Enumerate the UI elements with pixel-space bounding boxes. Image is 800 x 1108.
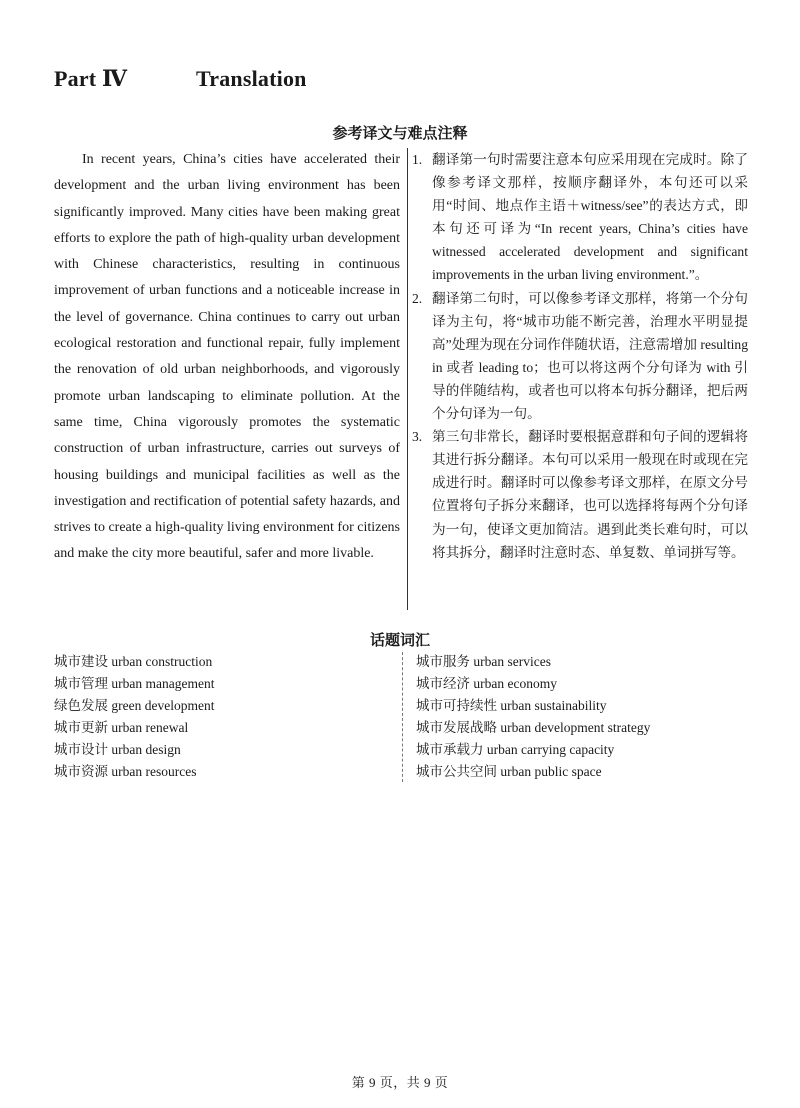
part-label: Part Ⅳ [54,66,128,91]
part-name: Translation [196,66,307,91]
vocab-item: 城市承载力 urban carrying capacity [416,742,615,757]
vocab-item: 城市服务 urban services [416,654,551,669]
vocab-item: 城市公共空间 urban public space [416,764,602,779]
vocab-item: 城市更新 urban renewal [54,720,189,735]
part-title [54,66,307,92]
note-text: 翻译第一句时需要注意本句应采用现在完成时。除了像参考译文那样，按顺序翻译外，本句还可以采用“时间、地点作主语＋witness/see”的表达方式，即本句还可译为“In recent years, China’s cities have witnessed accelerated development and significant improvements in the urban living environment.”。 [432,152,748,283]
note-item [412,425,748,564]
vocab-item: 城市管理 urban management [54,676,215,691]
reference-translation: In recent years, China’s cities have accelerated their development and the urban living environment has been significantly improved. Many cities have been making great efforts to explore the path of high-quality urban development with Chinese characteristics, resulting in continuous improvement of urban functions and a noticeable increase in the level of governance. China continues to carry out urban ecological restoration and functional repair, fully implement the renovation of old urban neighborhoods, and vigorously promote urban landscaping to eliminate pollution. At the same time, China vigorously promotes the systematic construction of urban infrastructure, carries out surveys of housing buildings and municipal facilities as well as the investigation and rectification of potential safety hazards, and strives to create a high-quality living environment for citizens and make the city more beautiful, safer and more livable. [54,152,401,562]
note-number: 3. [412,429,423,445]
note-item [412,287,748,426]
vocabulary-right-list [416,651,650,783]
column-divider [407,148,408,610]
reference-heading: 参考译文与难点注释 [332,124,468,142]
note-item [412,148,748,287]
vocab-item: 城市设计 urban design [54,742,181,757]
vocab-item: 城市发展战略 urban development strategy [416,720,651,735]
vocab-item: 城市经济 urban economy [416,676,557,691]
vocabulary-heading: 话题词汇 [369,631,430,649]
page-footer: 第 9 页，共 9 页 [351,1075,449,1090]
note-number: 2. [412,290,423,306]
vocab-item: 城市建设 urban construction [54,654,213,669]
vocab-item: 绿色发展 green development [54,698,215,713]
note-text: 翻译第二句时，可以像参考译文那样，将第一个分句译为主句，将“城市功能不断完善，治理水平明显提高”处理为现在分词作伴随状语，注意需增加 resulting in 或者 leading to；也可以将这两个分句译为 with 引导的伴随结构，或者也可以将本句拆分翻译，把后两个分句译为一句。 [432,290,748,422]
vocabulary-divider [402,652,404,782]
note-text: 第三句非常长，翻译时要根据意群和句子间的逻辑将其进行拆分翻译。本句可以采用一般现在时或现在完成进行时。翻译时可以像参考译文那样，在原文分号位置将句子拆分来翻译，也可以选择将每两个分句译为一句，使译文更加简洁。遇到此类长难句时，可以将其拆分，翻译时注意时态、单复数、单词拼写等。 [432,429,748,560]
vocab-item: 城市可持续性 urban sustainability [416,698,607,713]
vocab-item: 城市资源 urban resources [54,764,197,779]
notes-list [412,148,748,564]
note-number: 1. [412,152,423,167]
vocabulary-left-list [54,651,214,783]
